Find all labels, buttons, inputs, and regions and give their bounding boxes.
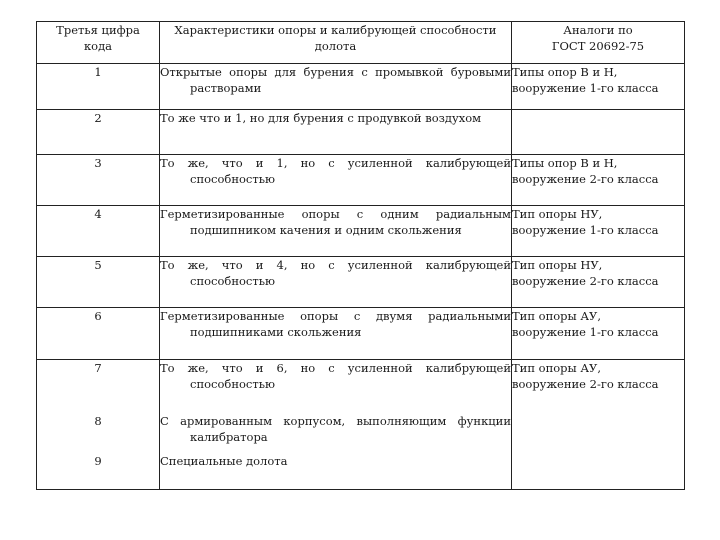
- analog-cell: [512, 206, 685, 257]
- table-row: [37, 413, 685, 453]
- analog-line: Типы опор В и Н,: [512, 65, 618, 79]
- code-cell: 7: [37, 360, 160, 413]
- table-row: [37, 206, 685, 257]
- desc-text: То же, что и 4, но с усиленной калибрующей способностью: [160, 258, 511, 288]
- analog-line: Тип опоры НУ,: [512, 207, 603, 221]
- table-header-row: [37, 22, 685, 64]
- desc-text: Открытые опоры для бурения с промывкой буровыми растворами: [160, 65, 511, 95]
- desc-text: То же, что и 6, но с усиленной калибрующей способностью: [160, 361, 511, 391]
- header-analog: [512, 22, 685, 64]
- analog-line: Тип опоры НУ,: [512, 258, 603, 272]
- desc-cell: [160, 413, 512, 453]
- header-code-line: Третья цифра: [56, 23, 140, 37]
- desc-cell: [160, 155, 512, 206]
- table-row: [37, 453, 685, 490]
- analog-line: вооружение 2-го класса: [512, 172, 659, 186]
- code-cell: 2: [37, 110, 160, 155]
- table-row: [37, 257, 685, 308]
- desc-text: Герметизированные опоры с одним радиальным подшипником качения и одним скольжения: [160, 207, 511, 237]
- header-desc: [160, 22, 512, 64]
- desc-text: Специальные долота: [160, 453, 288, 468]
- desc-cell: [160, 360, 512, 413]
- table-row: [37, 155, 685, 206]
- desc-text: То же, что и 1, но с усиленной калибрующей способностью: [160, 156, 511, 186]
- analog-cell: [512, 453, 685, 490]
- code-cell: 3: [37, 155, 160, 206]
- analog-line: Тип опоры АУ,: [512, 309, 602, 323]
- desc-text: Герметизированные опоры с двумя радиальными подшипниками скольжения: [160, 309, 511, 339]
- analog-cell: [512, 360, 685, 413]
- desc-cell: [160, 206, 512, 257]
- desc-cell: [160, 257, 512, 308]
- table-row: [37, 110, 685, 155]
- analog-line: вооружение 2-го класса: [512, 274, 659, 288]
- analog-cell: [512, 64, 685, 110]
- code-cell: 9: [37, 453, 160, 490]
- header-code: [37, 22, 160, 64]
- header-analog-line: Аналоги по: [563, 23, 633, 37]
- header-desc-line: Характеристики опоры и калибрующей способности: [174, 23, 497, 37]
- analog-line: Тип опоры АУ,: [512, 361, 602, 375]
- analog-cell: [512, 308, 685, 360]
- code-cell: 8: [37, 413, 160, 453]
- header-analog-line: ГОСТ 20692-75: [551, 39, 645, 53]
- analog-line: вооружение 1-го класса: [512, 325, 659, 339]
- analog-cell: [512, 257, 685, 308]
- code-cell: 5: [37, 257, 160, 308]
- table-row: [37, 360, 685, 413]
- analog-cell: [512, 413, 685, 453]
- code-cell: 6: [37, 308, 160, 360]
- analog-line: вооружение 2-го класса: [512, 377, 659, 391]
- desc-text: То же что и 1, но для бурения с продувкой воздухом: [160, 111, 482, 125]
- code-cell: 4: [37, 206, 160, 257]
- table-row: [37, 308, 685, 360]
- desc-cell: [160, 64, 512, 110]
- code-cell: 1: [37, 64, 160, 110]
- desc-text: С армированным корпусом, выполняющим функции калибратора: [160, 413, 511, 444]
- analog-line: вооружение 1-го класса: [512, 223, 659, 237]
- desc-cell: [160, 453, 512, 490]
- analog-line: вооружение 1-го класса: [512, 81, 659, 95]
- header-code-line: кода: [83, 39, 113, 53]
- desc-cell: [160, 110, 512, 155]
- analog-cell: [512, 155, 685, 206]
- analog-line: Типы опор В и Н,: [512, 156, 618, 170]
- header-desc-line: долота: [314, 39, 357, 53]
- analog-cell: [512, 110, 685, 155]
- bit-code-table: [36, 21, 685, 490]
- table-row: [37, 64, 685, 110]
- desc-cell: [160, 308, 512, 360]
